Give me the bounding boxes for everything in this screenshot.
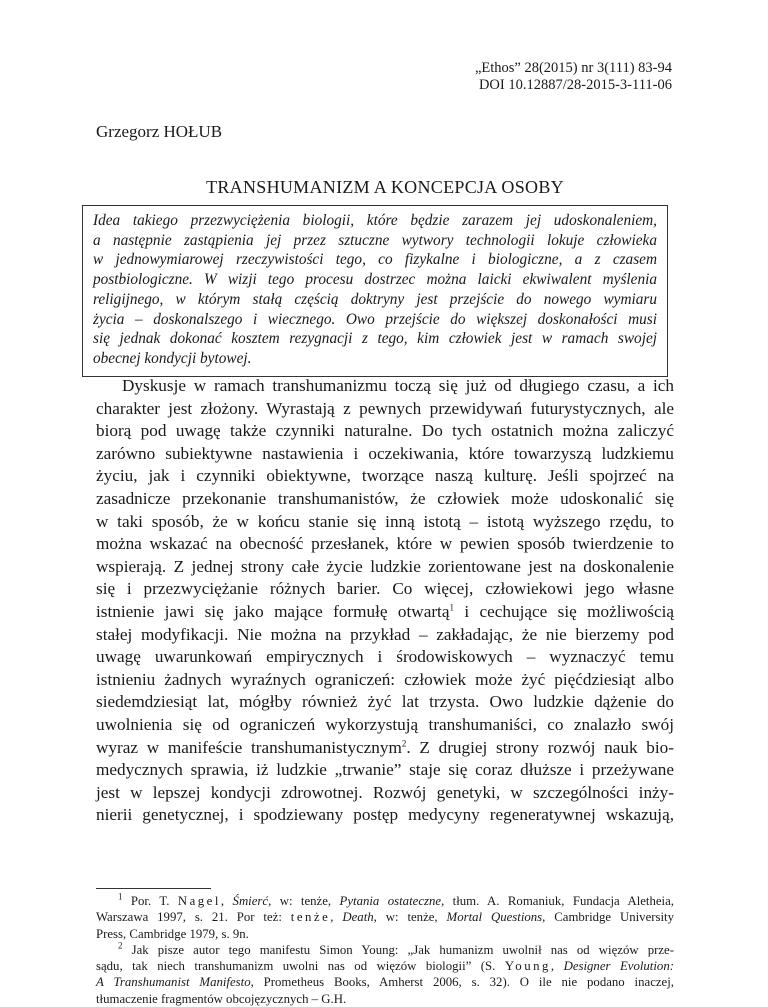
abstract-line: religijnego, w którym stałą częścią doktryny jest przejście do nowego wymiaru <box>93 290 657 308</box>
footnote-2-line <box>96 974 674 990</box>
body-line <box>96 601 674 624</box>
body-line: w taki sposób, że w końcu stanie się inną istotą – istotą wyższego rzędu, to <box>96 511 674 531</box>
body-line-text: wyraz w manifeście transhumanistycznym <box>96 737 402 757</box>
footnotes <box>96 893 674 1007</box>
footnote-text: Jak pisze autor tego manifestu Simon Young: „Jak humanizm uwolnił nas od więzów prze- <box>131 942 674 957</box>
body-line-text: i cechujące się możliwością <box>453 601 674 621</box>
body-line: wspierają. Z jednej strony całe życie ludzkie zorientowane jest na doskonalenie <box>96 556 674 576</box>
article-title: TRANSHUMANIZM A KONCEPCJA OSOBY <box>206 177 564 197</box>
footnote-text: Por. T. <box>130 894 178 908</box>
body-line: uwolnienia się od ograniczeń wykorzystują transhumaniści, co znalazło swój <box>96 714 674 734</box>
body-line: siedemdziesiąt lat, mógłby również żyć lat trzysta. Owo ludzkie dążenie do <box>96 692 674 712</box>
body-line: biorą pod uwagę także czynniki naturalne. Do tych ostatnich można zaliczyć <box>96 421 674 441</box>
abstract-line: życia – doskonalszego i wiecznego. Owo przejście do większej doskonałości musi <box>93 310 657 328</box>
body-line: stałej modyfikacji. Nie można na przykład – zakładając, że nie bierzemy pod <box>96 624 674 644</box>
footnote-title: A Transhumanist Manifesto <box>96 975 251 990</box>
body-line: zarówno subiektywne nastawienia i oczekiwania, które towarzyszą ludzkiemu <box>96 443 674 463</box>
abstract-line: Idea takiego przezwyciężenia biologii, które będzie zarazem jej udoskonaleniem, <box>93 212 657 229</box>
footnote-1-mark: 1 <box>118 891 123 902</box>
footnote-author: tenże <box>290 910 331 925</box>
body-line: jest w lepszej kondycji zdrowotnej. Rozwój genetyki, w szczególności inży- <box>96 782 674 802</box>
body-line: istnieniu żadnych wyraźnych ograniczeń: człowiek może żyć pięćdziesiąt albo <box>96 669 674 689</box>
footnote-2-line <box>96 942 674 958</box>
footnote-1-line <box>96 893 674 909</box>
abstract-line: obecnej kondycji bytowej. <box>93 349 252 367</box>
footnote-2-mark: 2 <box>118 940 123 951</box>
journal-citation: „Ethos” 28(2015) nr 3(111) 83-94 <box>474 60 672 76</box>
footnote-text: , Prometheus Books, Amherst 2006, s. 32). O ile nie podano inaczej, <box>250 975 674 990</box>
footnote-author: Nagel <box>177 894 221 908</box>
footnote-text: sądu, tak niech transhumanizm uwolni nas od więzów biologii” (S. <box>96 959 505 974</box>
author-name: Grzegorz HOŁUB <box>96 122 223 141</box>
footnote-text: , tłum. A. Romaniuk, Fundacja Aletheia, <box>441 894 674 908</box>
body-line: się i przezwyciężanie różnych barier. Co więcej, człowiekowi jego własne <box>96 579 674 599</box>
footnote-1-line: Press, Cambridge 1979, s. 9n. <box>96 926 249 941</box>
body-line-text: istnienie jawi się jako mające formułę otwartą <box>96 601 450 621</box>
footnote-author: Young <box>504 959 551 974</box>
footnote-text: , w: tenże, <box>268 894 340 908</box>
body-line: życiu, jak i czynniki obiektywne, tworzące naszą kulturę. Jeśli spojrzeć na <box>96 466 674 486</box>
body-line: Dyskusje w ramach transhumanizmu toczą się już od długiego czasu, a ich <box>122 376 674 395</box>
abstract-line: postbiologiczne. W wizji tego procesu dostrzec można laicki ekwiwalent myślenia <box>93 271 657 289</box>
footnote-title: Śmierć <box>232 894 269 908</box>
doi: DOI 10.12887/28-2015-3-111-06 <box>478 77 672 93</box>
body-line: uwagę uwarunkowań empirycznych i środowiskowych – wyznaczyć temu <box>96 647 674 667</box>
body-line: charakter jest złożony. Wyrastają z pewnych przewidywań futurystycznych, ale <box>96 398 674 418</box>
footnote-title: Designer Evolution: <box>563 959 674 974</box>
footnote-text: Warszawa 1997, s. 21. Por też: <box>96 910 291 925</box>
footnote-text: , Cambridge University <box>542 910 675 925</box>
footnote-text: , <box>330 910 343 925</box>
body-line: medycznych sprawia, iż ludzkie „trwanie” staje się coraz dłuższe i przeżywane <box>96 760 674 780</box>
footnote-title: Death <box>342 910 374 925</box>
abstract-box <box>82 205 668 377</box>
footnote-text: , <box>550 959 564 974</box>
footnote-1-line <box>96 909 674 925</box>
abstract-line: w jednowymiarowej rzeczywistości tego, co fizykalne i biologiczne, a z czasem <box>93 251 657 269</box>
footnote-2-line <box>96 958 674 974</box>
body-line <box>96 737 674 760</box>
footnote-2-line: tłumaczenie fragmentów obcojęzycznych – G.H. <box>96 991 347 1006</box>
body-line: można wskazać na obecność przesłanek, które w pewien sposób twierdzenie to <box>96 534 674 554</box>
journal-header <box>475 60 672 94</box>
footnote-divider <box>96 888 211 889</box>
body-line: zasadnicze przekonanie transhumanistów, że człowiek może udoskonalić się <box>96 488 674 508</box>
footnote-text: , w: tenże, <box>373 910 447 925</box>
body-line: nierii genetycznej, i spodziewany postęp medycyny regeneratywnej wskazują, <box>96 805 674 825</box>
footnote-text: , <box>220 894 233 908</box>
abstract-line: a następnie zastąpienia jej przez sztuczne wytwory technologii lokuje człowieka <box>93 231 657 249</box>
body-text <box>96 375 674 827</box>
footnote-title: Pytania ostateczne <box>339 894 442 908</box>
footnote-ref-2[interactable]: 2 <box>401 737 407 748</box>
footnote-ref-1[interactable]: 1 <box>449 602 454 613</box>
footnote-title: Mortal Questions <box>446 910 543 925</box>
body-line-text: . Z drugiej strony rozwój nauk bio- <box>406 737 674 757</box>
abstract-line: się jednak dokonać kosztem rezygnacji z tego, kim człowiek jest w ramach swojej <box>93 330 657 348</box>
